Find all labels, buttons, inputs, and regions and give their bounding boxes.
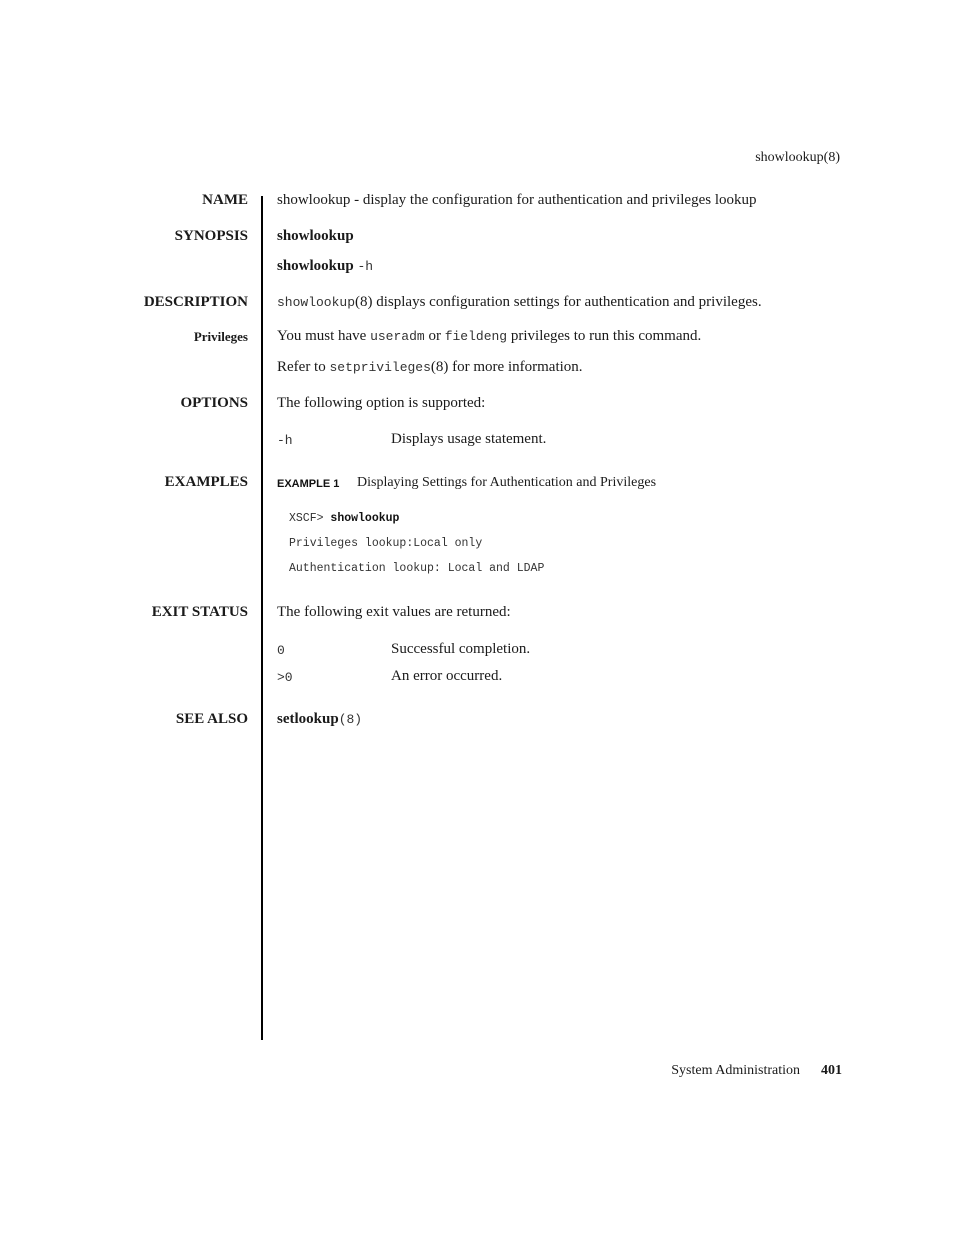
- running-title: showlookup(8): [755, 150, 840, 165]
- description-body: (8) displays configuration settings for authentication and privileges.: [355, 294, 762, 310]
- privileges-text: privileges to run this command.: [510, 328, 702, 344]
- example-prompt: XSCF>: [289, 512, 324, 525]
- setprivileges-reference: setprivileges: [329, 360, 431, 375]
- heading-see-also: SEE ALSO: [175, 711, 248, 727]
- example-label: EXAMPLE 1: [277, 478, 340, 490]
- heading-privileges: Privileges: [193, 329, 248, 344]
- privilege-useradm: useradm: [370, 329, 425, 344]
- privileges-paragraph-1: [277, 328, 701, 345]
- synopsis-command: showlookup: [277, 258, 354, 274]
- exit-status-intro: The following exit values are returned:: [277, 604, 511, 620]
- heading-name: NAME: [202, 192, 248, 208]
- heading-exit-status: EXIT STATUS: [151, 604, 248, 620]
- name-text: showlookup - display the configuration for authentication and privileges lookup: [277, 192, 757, 208]
- privileges-text: or: [428, 328, 441, 344]
- synopsis-line-2: [277, 258, 373, 275]
- example-output-line: Authentication lookup: Local and LDAP: [289, 562, 545, 575]
- exit-value-description: Successful completion.: [391, 641, 531, 657]
- example-output-line: Privileges lookup:Local only: [289, 537, 483, 550]
- see-also-reference: [277, 711, 362, 728]
- synopsis-option: -h: [357, 259, 374, 274]
- see-also-command: setlookup: [277, 711, 339, 727]
- example-command: showlookup: [330, 512, 400, 525]
- privileges-text: You must have: [277, 328, 367, 344]
- example-title: Displaying Settings for Authentication and Privileges: [357, 475, 657, 490]
- heading-description: DESCRIPTION: [143, 294, 248, 310]
- heading-synopsis: SYNOPSIS: [174, 228, 248, 244]
- privileges-text: (8) for more information.: [430, 359, 583, 375]
- see-also-section: (8): [338, 712, 363, 727]
- description-command: showlookup: [277, 295, 356, 310]
- option-description: Displays usage statement.: [391, 431, 547, 447]
- privileges-paragraph-2: [277, 359, 583, 376]
- footer-book-title: System Administration: [671, 1063, 800, 1078]
- exit-value: >0: [277, 670, 293, 685]
- synopsis-line-1: showlookup: [277, 228, 354, 244]
- options-intro: The following option is supported:: [277, 395, 486, 411]
- description-text: [277, 294, 762, 311]
- privileges-text: Refer to: [277, 359, 326, 375]
- privilege-fieldeng: fieldeng: [444, 329, 508, 344]
- exit-value-description: An error occurred.: [391, 668, 503, 684]
- heading-examples: EXAMPLES: [164, 474, 248, 490]
- margin-rule: [261, 196, 263, 1040]
- exit-value: 0: [277, 643, 285, 658]
- option-flag: -h: [277, 433, 293, 448]
- footer-page-number: 401: [821, 1063, 842, 1078]
- heading-options: OPTIONS: [180, 395, 248, 411]
- example-command-line: [289, 512, 399, 525]
